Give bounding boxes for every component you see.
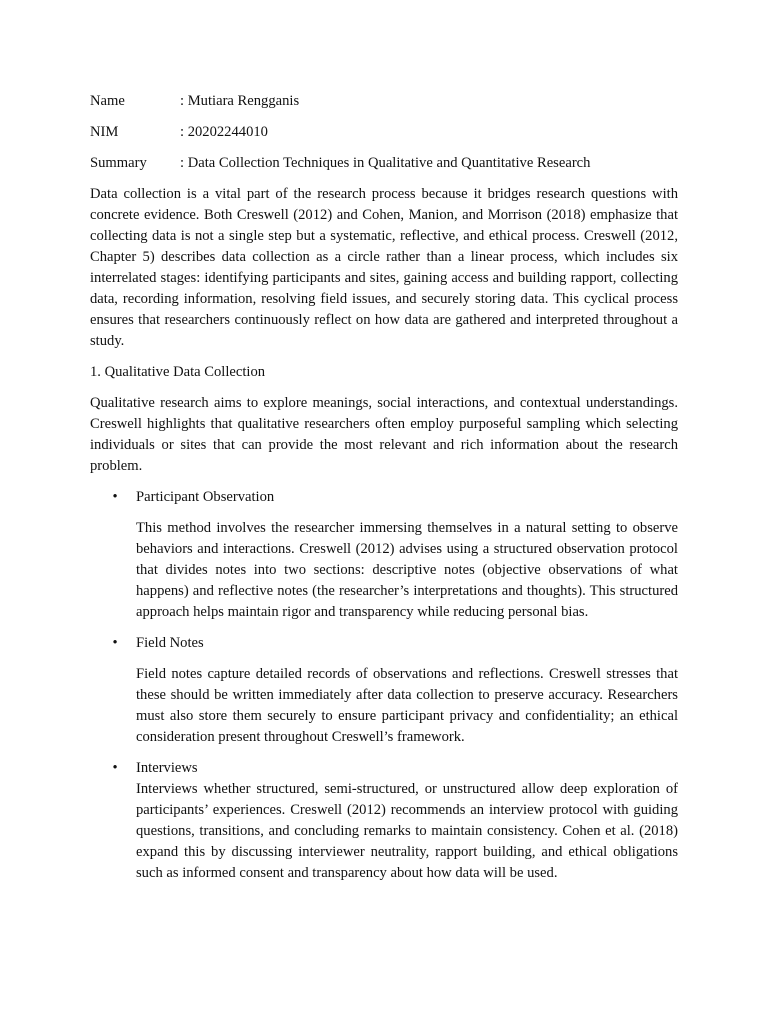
list-item-field-notes <box>90 633 678 748</box>
item-body-interviews: Interviews whether structured, semi-structured, or unstructured allow deep exploration of participants’ experiences. Creswell (2012) recommends an interview protocol with guiding questions, transitions, and concluding remarks to maintain consistency. Cohen et al. (2018) expand this by discussing interviewer neutrality, rapport building, and ethical obligations such as informed consent and transparency about how data will be used. <box>136 781 678 881</box>
meta-row-summary <box>90 153 678 174</box>
meta-label-summary: Summary <box>90 155 147 171</box>
item-title-participant-observation: Participant Observation <box>136 489 275 505</box>
section-heading-qualitative: 1. Qualitative Data Collection <box>90 364 266 380</box>
item-title-interviews: Interviews <box>136 760 198 776</box>
item-title-field-notes: Field Notes <box>136 635 204 651</box>
meta-label-name: Name <box>90 93 125 109</box>
item-body-field-notes: Field notes capture detailed records of observations and reflections. Creswell stresses that these should be written immediately after data collection to preserve accuracy. Researchers must also store them securely to ensure participant privacy and confidentiality; an ethical consideration present throughout Creswell’s framework. <box>136 666 678 745</box>
bullet-icon: • <box>112 489 118 505</box>
intro-paragraph: Data collection is a vital part of the research process because it bridges research questions with concrete evidence. Both Creswell (2012) and Cohen, Manion, and Morrison (2018) emphasize that collecting data is not a single step but a systematic, reflective, and ethical process. Creswell (2012, Chapter 5) describes data collection as a circle rather than a linear process, which includes six interrelated stages: identifying participants and sites, gaining access and building rapport, collecting data, recording information, resolving field issues, and securely storing data. This cyclical process ensures that researchers continuously reflect on how data are gathered and interpreted throughout a study. <box>90 186 678 349</box>
list-item-interviews <box>90 758 678 884</box>
meta-row-name <box>90 91 678 112</box>
meta-value-summary: : Data Collection Techniques in Qualitative and Quantitative Research <box>180 155 591 171</box>
bullet-icon: • <box>112 635 118 651</box>
list-item-participant-observation <box>90 487 678 623</box>
qualitative-paragraph: Qualitative research aims to explore meanings, social interactions, and contextual understandings. Creswell highlights that qualitative researchers often employ purposeful sampling which selecting individuals or sites that can provide the most relevant and rich information about the research problem. <box>90 395 678 474</box>
meta-label-nim: NIM <box>90 124 119 140</box>
technique-list <box>90 487 678 884</box>
meta-value-nim: : 20202244010 <box>180 124 268 140</box>
meta-value-name: : Mutiara Rengganis <box>180 93 300 109</box>
meta-row-nim <box>90 122 678 143</box>
item-body-participant-observation: This method involves the researcher immersing themselves in a natural setting to observe behaviors and interactions. Creswell (2012) advises using a structured observation protocol that divides notes into two sections: descriptive notes (objective observations of what happens) and reflective notes (the researcher’s interpretations and thoughts). This structured approach helps maintain rigor and transparency while reducing personal bias. <box>136 520 678 620</box>
bullet-icon: • <box>112 760 118 776</box>
